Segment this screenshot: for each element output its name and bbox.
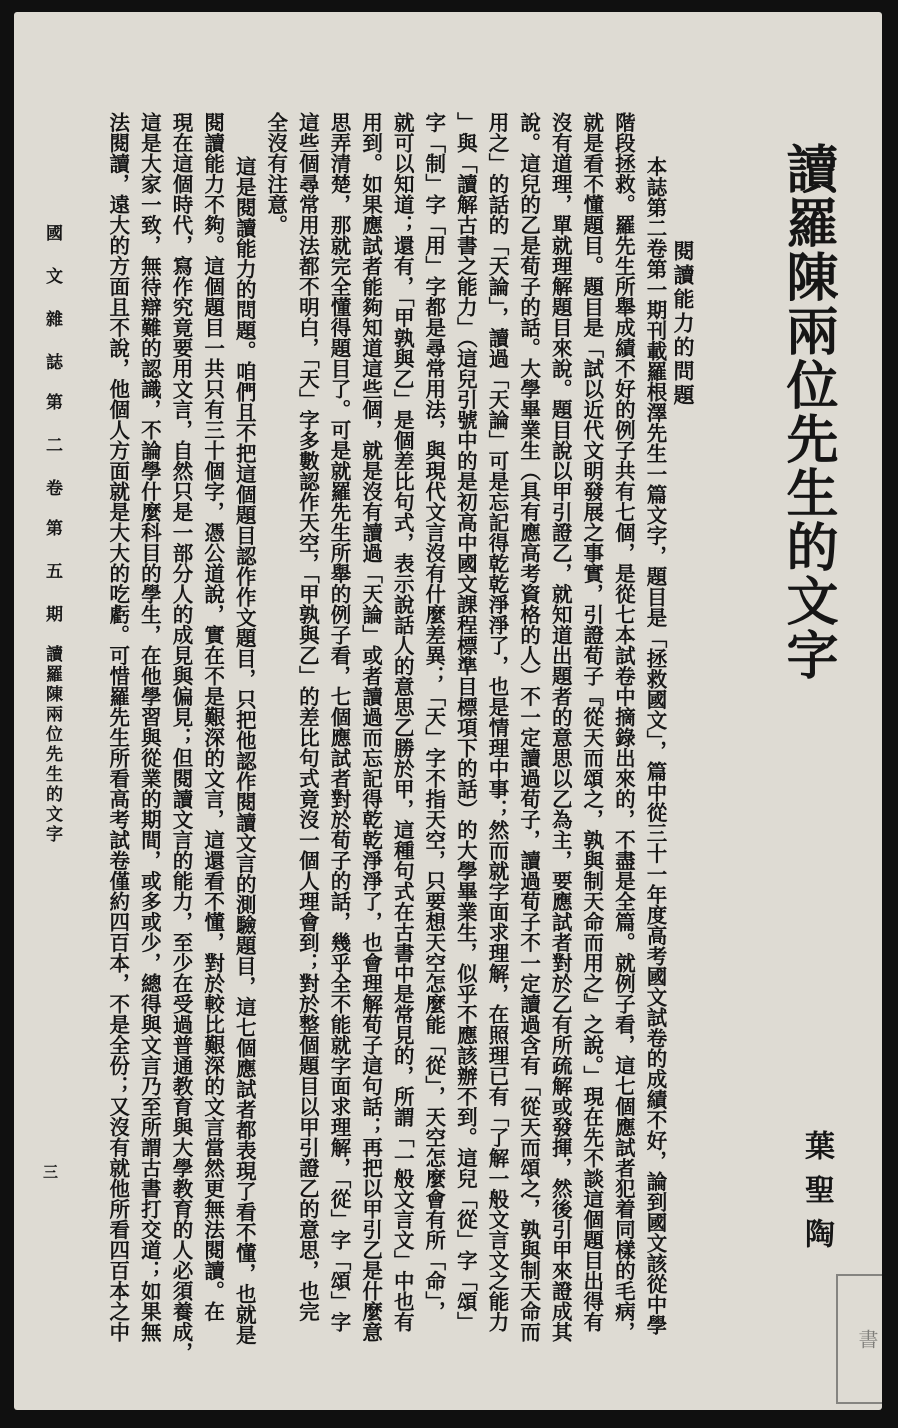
body-column: 沒有道理，單就理解題目來說。題目說以甲引證乙，就知道出題者的意思以乙為主，要應試者對於乙有所疏解或發揮，然後引甲來證成其 xyxy=(548,112,573,1342)
page-number: 三 xyxy=(41,1164,59,1179)
body-column: 字「制」字「用」字都是尋常用法，與現代文言沒有什麼差異；「天」字不指天空，只要想天空怎麼能「從」，天空怎麼會有所「命」， xyxy=(421,112,446,1322)
body-column: 思弄清楚，那就完全懂得題目了。可是就羅先生所舉的例子看，七個應試者對於荀子的話，幾乎全不能就字面求理解，「從」字「頌」字 xyxy=(327,112,351,1332)
body-column: 這是大家一致，無待辯難的認識，不論學什麼科目的學生，在他學習與從業的期間，或多或少，總得與文言乃至所謂古書打交道；如果無 xyxy=(137,112,162,1342)
body-column: 階段拯救。羅先生所舉成績不好的例子共有七個，是從七本試卷中摘錄出來的，不盡是全篇。就例子看，這七個應試者犯着同樣的毛病， xyxy=(611,112,636,1342)
section-heading: 閱讀能力的問題 xyxy=(671,240,696,408)
body-column: 就可以知道；還有，「甲孰與乙」是個差比句式，表示說話人的意思乙勝於甲，這種句式在古書中是常見的，所謂「一般文言文」中也有 xyxy=(390,112,415,1332)
document-page xyxy=(14,12,882,1410)
body-column: 本誌第二卷第一期刊載羅根澤先生一篇文字，題目是「拯救國文」，篇中從三十一年度高考國文試卷的成績不好，論到國文該從中學 xyxy=(643,156,667,1335)
body-column: 用之」的話的「天論」，讀過「天論」可是忘記得乾乾淨淨了，也是情理中事；然而就字面求理解，在照理已有「了解一般文言文之能力 xyxy=(485,112,509,1332)
body-column: 閱讀能力不夠。這個題目一共只有三十個字，憑公道說，實在不是艱深的文言，這還看不懂，對於較比艱深的文言當然更無法閱讀。在 xyxy=(200,112,225,1322)
body-column: 就是看不懂題目。題目是「試以近代文明發展之事實，引證荀子『從天而頌之，孰與制天命而用之』之說。」現在先不談這個題目出得有 xyxy=(579,112,604,1332)
body-column: 現在這個時代，寫作究竟要用文言，自然只是一部分人的成見與偏見；但閱讀文言的能力，至少在受過普通教育與大學教育的人必須養成， xyxy=(169,112,193,1363)
body-column: 」與「讀解古書之能力」（這兒引號中的是初高中國文課程標準目標項下的話）的大學畢業生，似乎不應該辦不到。這兒「從」字「頌」 xyxy=(453,112,478,1332)
body-column: 這是閱讀能力的問題。咱們且不把這個題目認作作文題目，只把他認作閱讀文言的測驗題目，這七個應試者都表現了看不懂，也就是 xyxy=(232,156,257,1345)
body-column: 用到。如果應試者能夠知道這些個，就是沒有讀過「天論」或者讀過而忘記得乾乾淨淨了，也會理解荀子這句話；再把以甲引乙是什麼意 xyxy=(358,112,383,1342)
body-column: 這些個尋常用法都不明白，「天」字多數認作天空，「甲孰與乙」的差比句式竟沒一個人理會到；對於整個題目以甲引證乙的意思，也完 xyxy=(295,112,320,1322)
body-column: 說。這兒的乙是荀子的話。大學畢業生（具有應高考資格的人）不一定讀過荀子，讀過荀子不一定讀過含有「從天而頌之，孰與制天命而 xyxy=(516,112,541,1342)
author-name: 葉聖陶 xyxy=(799,1130,834,1262)
body-column: 全沒有注意。 xyxy=(263,112,288,235)
body-column: 法閱讀，遠大的方面且不說，他個人方面就是大大的吃虧。可惜羅先生所看高考試卷僅約四百本，不是全份；又沒有就他所看四百本之中 xyxy=(105,112,130,1342)
library-seal-stamp: 書 xyxy=(836,1274,882,1404)
article-title: 讀羅陳兩位先生的文字 xyxy=(777,142,838,682)
running-footer: 國 文 雜 誌 第 二 卷 第 五 期 讀羅陳兩位先生的文字 xyxy=(42,224,62,845)
